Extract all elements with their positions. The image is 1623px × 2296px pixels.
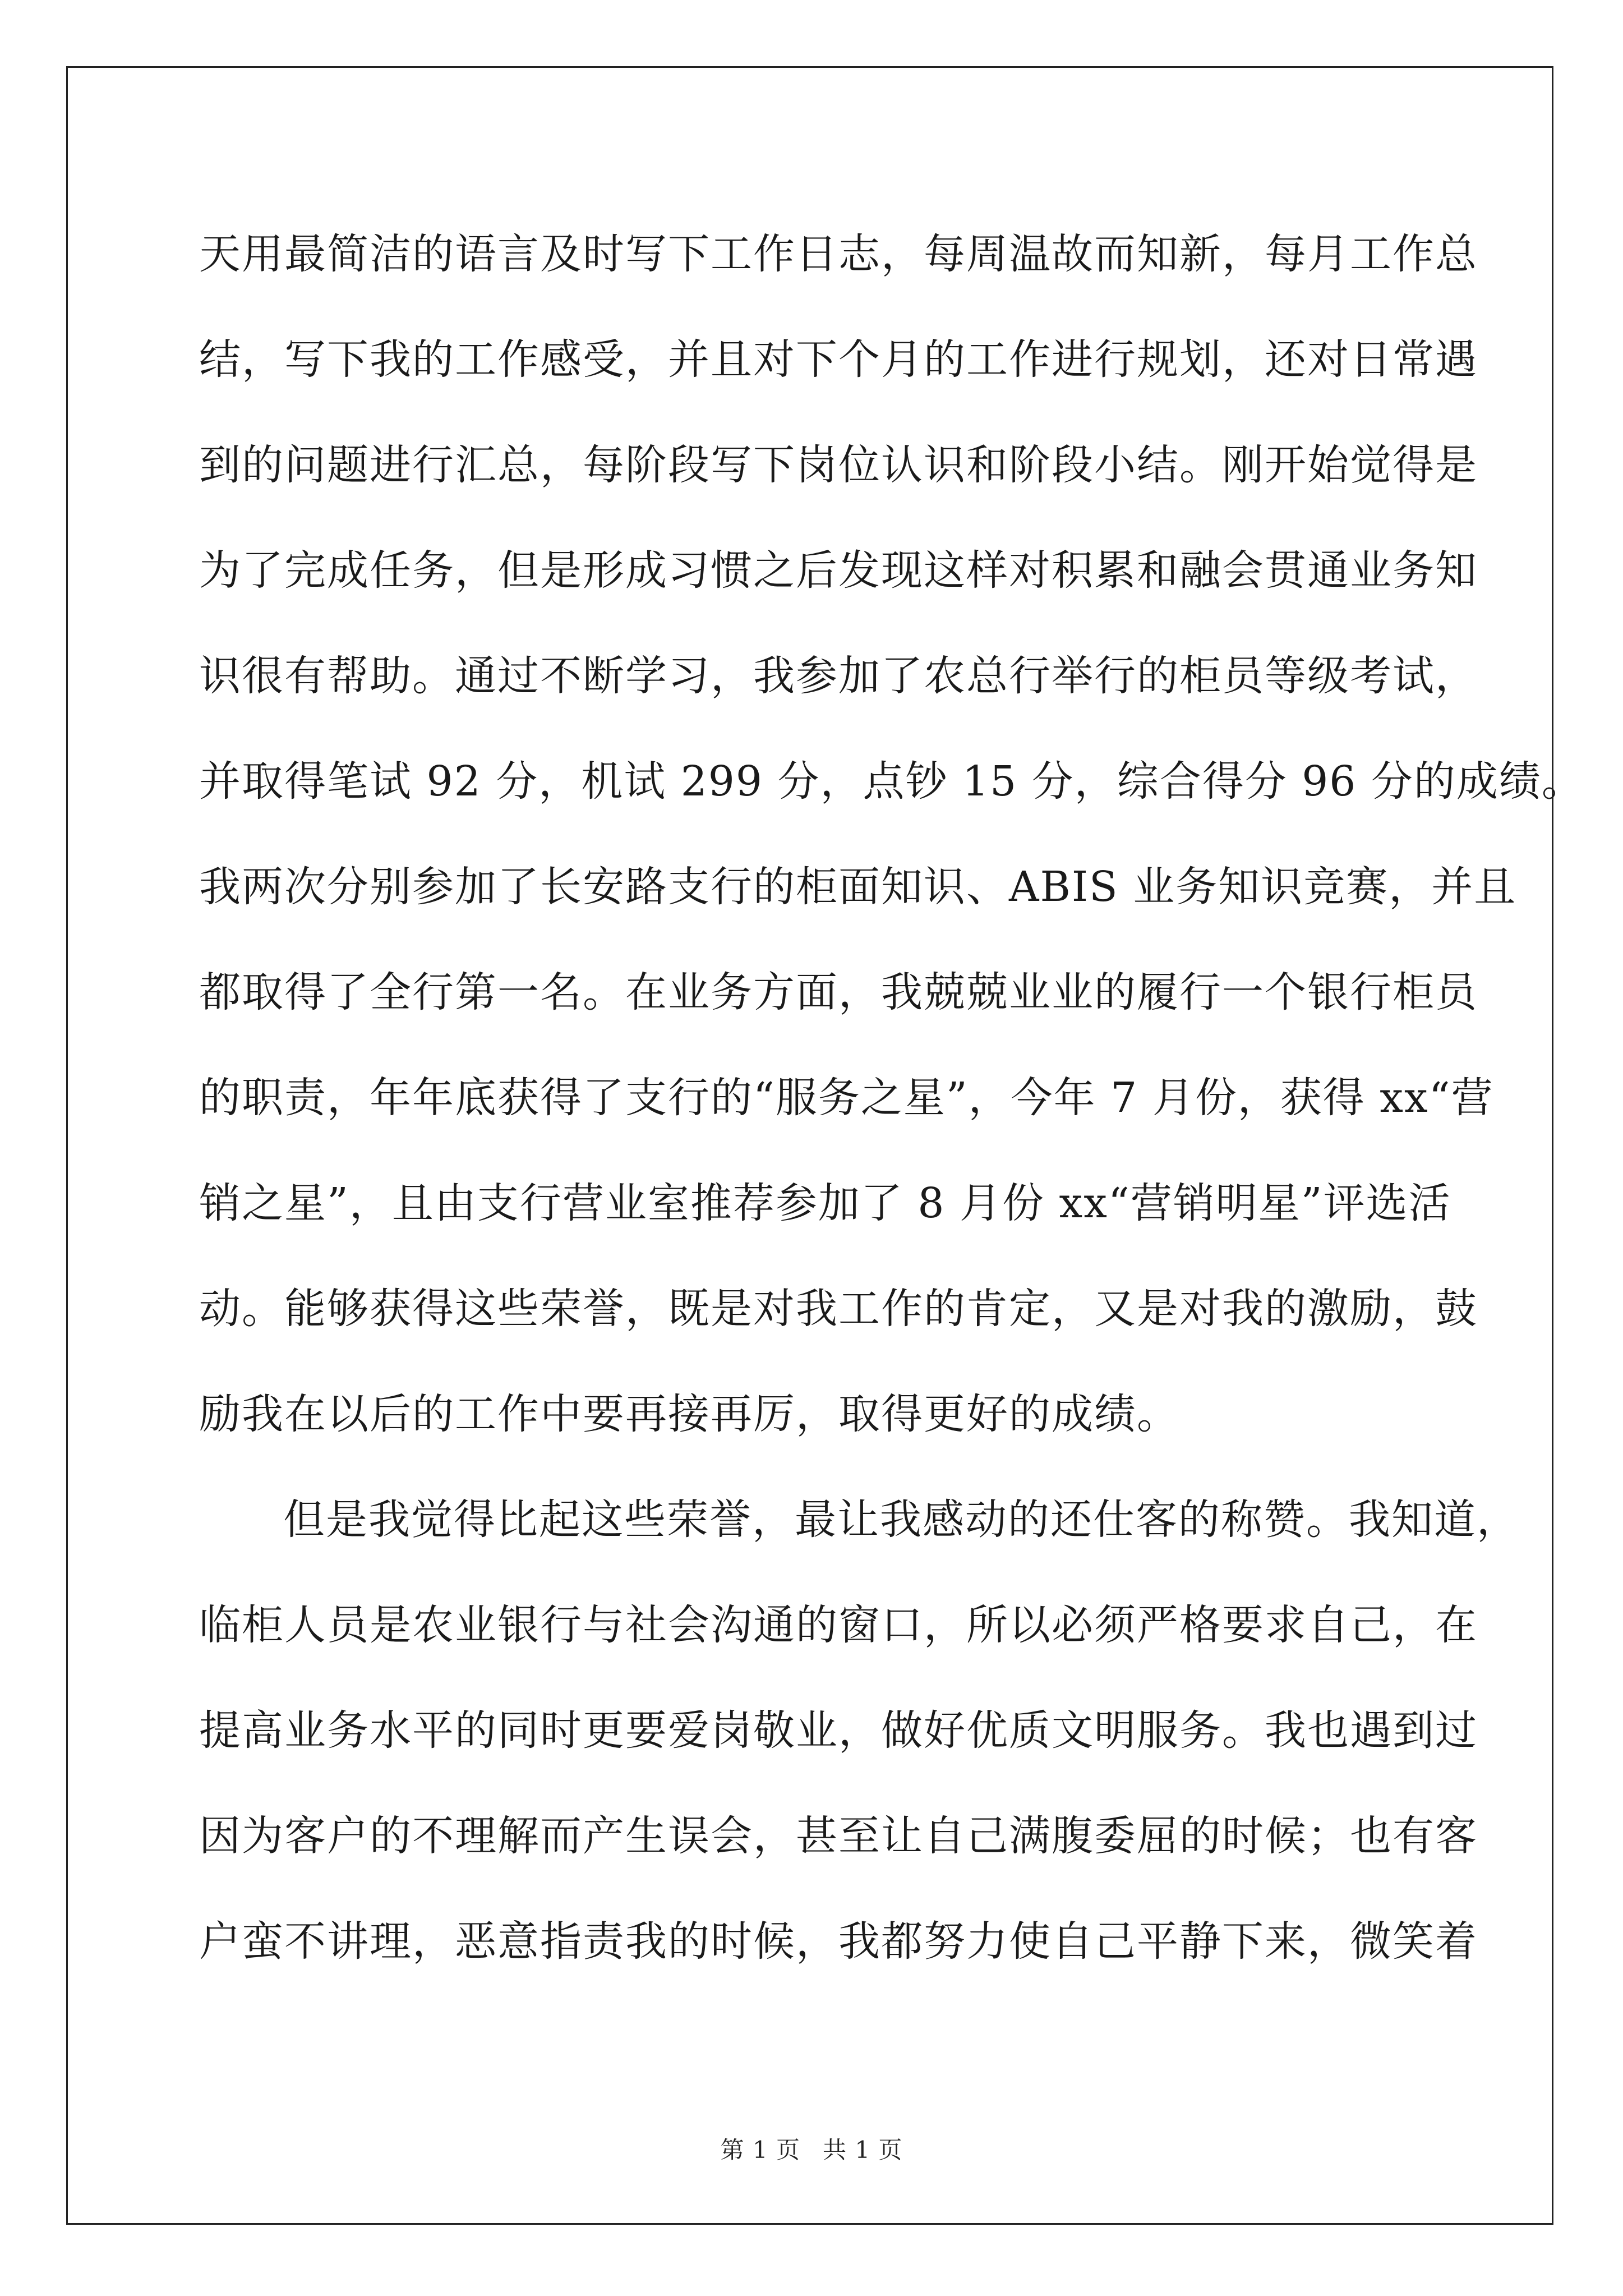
text-line: 为了完成任务，但是形成习惯之后发现这样对积累和融会贯通业务知 xyxy=(199,546,1478,595)
text-line: 励我在以后的工作中要再接再厉，取得更好的成绩。 xyxy=(199,1390,1179,1438)
document-body xyxy=(199,218,1584,2010)
text-line: 因为客户的不理解而产生误会，甚至让自己满腹委屈的时候；也有客 xyxy=(199,1812,1478,1860)
text-line: 提高业务水平的同时更要爱岗敬业，做好优质文明服务。我也遇到过 xyxy=(199,1706,1478,1755)
text-line: 天用最简洁的语言及时写下工作日志，每周温故而知新，每月工作总 xyxy=(199,230,1478,278)
text-line: 的职责，年年底获得了支行的“服务之星”，今年 7 月份，获得 xx“营 xyxy=(199,1074,1494,1122)
text-line: 动。能够获得这些荣誉，既是对我工作的肯定，又是对我的激励，鼓 xyxy=(199,1285,1478,1333)
text-line: 结，写下我的工作感受，并且对下个月的工作进行规划，还对日常遇 xyxy=(199,335,1478,384)
page-number-current: 第 1 页 xyxy=(720,2136,800,2164)
text-line: 都取得了全行第一名。在业务方面，我兢兢业业的履行一个银行柜员 xyxy=(199,968,1478,1016)
page-footer xyxy=(0,2132,1623,2165)
page-number-total: 共 1 页 xyxy=(823,2136,903,2164)
text-line: 识很有帮助。通过不断学习，我参加了农总行举行的柜员等级考试， xyxy=(199,652,1478,700)
text-line: 销之星”，且由支行营业室推荐参加了 8 月份 xx“营销明星”评选活 xyxy=(199,1179,1451,1227)
text-line: 到的问题进行汇总，每阶段写下岗位认识和阶段小结。刚开始觉得是 xyxy=(199,441,1478,489)
text-line-paragraph-start: 但是我觉得比起这些荣誉，最让我感动的还仕客的称赞。我知道， xyxy=(283,1496,1519,1544)
text-line: 并取得笔试 92 分，机试 299 分，点钞 15 分，综合得分 96 分的成绩。 xyxy=(199,757,1584,806)
text-line: 户蛮不讲理，恶意指责我的时候，我都努力使自己平静下来，微笑着 xyxy=(199,1917,1478,1966)
text-line: 我两次分别参加了长安路支行的柜面知识、ABIS 业务知识竞赛，并且 xyxy=(199,863,1517,911)
text-line: 临柜人员是农业银行与社会沟通的窗口，所以必须严格要求自己，在 xyxy=(199,1601,1478,1649)
